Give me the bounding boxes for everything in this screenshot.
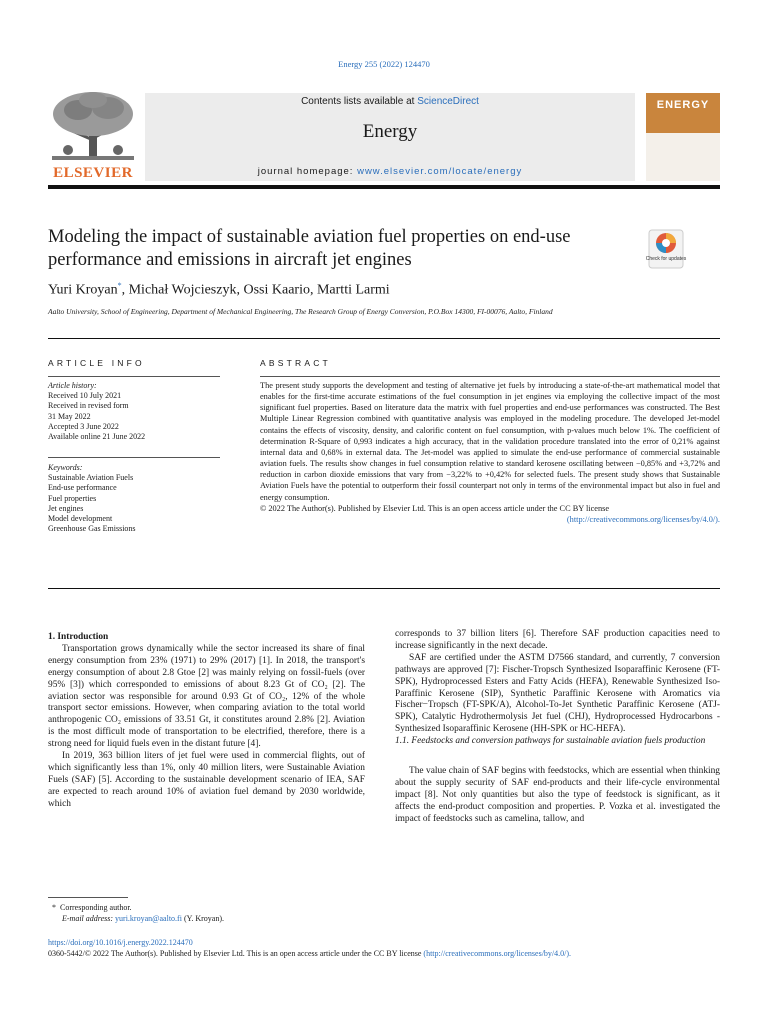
journal-homepage: [145, 166, 635, 177]
body-column-right: [395, 629, 720, 826]
journal-cover-image: [646, 93, 720, 181]
body-paragraph: SAF are certified under the ASTM D7566 standard, and currently, 7 conversion pathways are approved [7]: Fischer-Tropsch Synthesized Isoparaffinic Kerosene (FT-SPK), Hydroprocessed Esters and Fatty Acids (HEFA), Renewable Synthesized Iso-Paraffinic Kerosene (SIP), Synthetic Paraffinic Kerosene with Aromatics via Fischer−Tropsch (FT-SPK/A), Alcohol-To-Jet Synthetic Paraffinic Kerosene (ATJ-SPK), Catalytic Hydrothermolysis Jet fuel (CHJ), Hydroprocessed Hydrocarbons - Synthesized Isoparaffinic Kerosene (HH-SPK or HC-HEFA).: [395, 652, 720, 735]
abstract-copyright: [260, 503, 720, 525]
header-rule: [48, 338, 720, 339]
abstract-text: The present study supports the development and testing of alternative jet fuels by introducing a state-of-the-art mathematical model that enables for the first-time accurate estimations of the fuel consumption in jet engines via employing the collective impact of the most significant fuel properties. Based on literature data the matrix with fuel properties and end-use performances was constructed. The Best Multiple Linear Regression combined with quantitative analysis was employed in the modeling procedure. The developed Jet-model contains the effects of viscosity, density, and calorific content on fuel consumption, with p-values much below 1%. The coefficient of determination R-Square of 0,993 indicates a high accuracy, that in the validation procedure translated into the error of 0,21% against internal data and 0,68% in external data. The Jet-model was applied to simulate the end-use performance of commercial sustainable aviation fuels. The results show changes in fuel consumption relative to standard kerosene oscillating between −0,85% and +3,72% and reduction in carbon dioxide emissions that vary from −3,22% to +0,42% for selected fuels. The present study shows that Sustainable Aviation Fuels have the potential to outperform their fossil counterpart not only in terms of the environmental impact but also in fuel and energy consumption.: [260, 381, 720, 502]
license-link[interactable]: (http://creativecommons.org/licenses/by/4.0/).: [566, 514, 720, 524]
keyword: Fuel properties: [48, 493, 97, 503]
contents-prefix: Contents lists available at: [301, 96, 418, 107]
elsevier-logo: [48, 90, 138, 182]
author-name: Michał Wojcieszyk: [128, 282, 237, 298]
history-item: 31 May 2022: [48, 411, 91, 421]
footnote: [48, 902, 365, 924]
keyword: End-use performance: [48, 483, 117, 493]
article-history: [48, 381, 220, 442]
footnote-mark: *: [52, 903, 56, 912]
info-rule: [48, 457, 220, 458]
abstract: [260, 380, 720, 525]
author-list: Yuri Kroyan*, Michał Wojcieszyk, Ossi Kaario, Martti Larmi: [48, 281, 390, 298]
email-label: E-mail address:: [62, 914, 114, 923]
corresponding-author-mark[interactable]: *: [117, 281, 122, 290]
author-name: Yuri Kroyan: [48, 282, 118, 298]
keyword: Greenhouse Gas Emissions: [48, 524, 136, 534]
footer-license-link[interactable]: (http://creativecommons.org/licenses/by/4.0/).: [423, 949, 572, 958]
elsevier-wordmark: ELSEVIER: [53, 165, 133, 181]
subsection-heading: 1.1. Feedstocks and conversion pathways for sustainable aviation fuels production: [395, 736, 706, 747]
body-column-left: [48, 629, 365, 811]
email-owner: (Y. Kroyan).: [183, 914, 225, 923]
elsevier-tree-icon: [48, 90, 138, 164]
history-item: Accepted 3 June 2022: [48, 421, 119, 431]
journal-masthead: [48, 86, 720, 182]
masthead-divider: [48, 185, 720, 189]
issn-line: [48, 949, 571, 958]
history-item: Received 10 July 2021: [48, 391, 122, 401]
author-name: Martti Larmi: [316, 282, 390, 298]
abstract-heading: ABSTRACT: [260, 358, 331, 368]
journal-citation[interactable]: Energy 255 (2022) 124470: [338, 59, 430, 69]
keyword: Jet engines: [48, 503, 84, 513]
abstract-rule: [260, 376, 720, 377]
masthead-box: [145, 93, 635, 181]
homepage-link[interactable]: www.elsevier.com/locate/energy: [357, 166, 523, 177]
contents-line: [145, 96, 635, 107]
abstract-divider: [48, 588, 720, 589]
footnote-rule: [48, 897, 128, 898]
author-name: Ossi Kaario: [243, 282, 310, 298]
cover-title: ENERGY: [656, 99, 710, 111]
affiliation: Aalto University, School of Engineering, Department of Mechanical Engineering, The Research Group of Energy Conversion, P.O.Box 14300, FI-00076, Aalto, Finland: [48, 307, 553, 316]
body-paragraph: corresponds to 37 billion liters [6]. Therefore SAF production capacities need to increase significantly in the next decade.: [395, 629, 720, 651]
doi-link[interactable]: https://doi.org/10.1016/j.energy.2022.124470: [48, 938, 193, 947]
intro-heading: 1. Introduction: [48, 632, 109, 642]
intro-paragraph: Transportation grows dynamically while the sector increased its share of final energy consumption from 23% (1971) to 29% (2017) [1]. In 2018, the transport's energy consumption of about 2.8 Gtoe [2] was mainly relying on fossil-fuels (over 95% [3]) which corresponded to emissions of about 8.23 Gt of CO₂ [2]. The aviation sector was responsible for around 0.93 Gt of CO₂, 12% of the whole transport sector emissions. However, when comparing aviation to the total world anthropogenic CO₂ emissions of 33.51 Gt, it constitutes around 2.8% [2]. Aviation is the most difficult mode of transportation to be electrified, therefore, there is a strong need for liquid fuels even in the distant future [4].: [48, 643, 365, 750]
keyword: Model development: [48, 514, 113, 524]
keywords: [48, 463, 220, 534]
homepage-prefix: journal homepage:: [257, 166, 358, 177]
info-rule: [48, 376, 220, 377]
email-link[interactable]: yuri.kroyan@aalto.fi: [115, 914, 182, 923]
keywords-label: Keywords:: [48, 463, 83, 472]
crossmark-label: Check for updates: [645, 256, 687, 262]
copyright-text: © 2022 The Author(s). Published by Elsevier Ltd. This is an open access article under the CC BY license: [260, 503, 610, 513]
history-item: Available online 21 June 2022: [48, 432, 146, 442]
body-paragraph: The value chain of SAF begins with feedstocks, which are essential when thinking about the supply security of SAF end-products and their life-cycle environmental impact [8]. Not only quantities but also the type of feedstock is significant, as it affects the end-product composition and properties. P. Vozka et al. investigated the impact of feedstocks such as camelina, tallow, and: [395, 766, 720, 824]
sciencedirect-link[interactable]: ScienceDirect: [417, 96, 479, 107]
check-for-updates-icon: [645, 229, 687, 269]
crossmark-badge[interactable]: [645, 229, 687, 269]
footnote-label: Corresponding author.: [60, 903, 132, 912]
keyword: Sustainable Aviation Fuels: [48, 473, 134, 483]
history-item: Received in revised form: [48, 401, 129, 411]
intro-paragraph: In 2019, 363 billion liters of jet fuel were used in commercial flights, out of which significantly less than 1%, only 40 million liters, were Sustainable Aviation Fuels (SAF) [5]. According to the sustainable development scenario of IEA, SAF are expected to reach around 10% of aviation fuel demand by 2030 worldwide, which: [48, 751, 365, 809]
history-label: Article history:: [48, 381, 97, 390]
journal-name: Energy: [362, 121, 418, 142]
article-info-heading: ARTICLE INFO: [48, 358, 145, 368]
issn-text: 0360-5442/© 2022 The Author(s). Published by Elsevier Ltd. This is an open access article under the CC BY license: [48, 949, 422, 958]
article-title: Modeling the impact of sustainable aviation fuel properties on end-use performance and emissions in aircraft jet engines: [48, 227, 571, 270]
